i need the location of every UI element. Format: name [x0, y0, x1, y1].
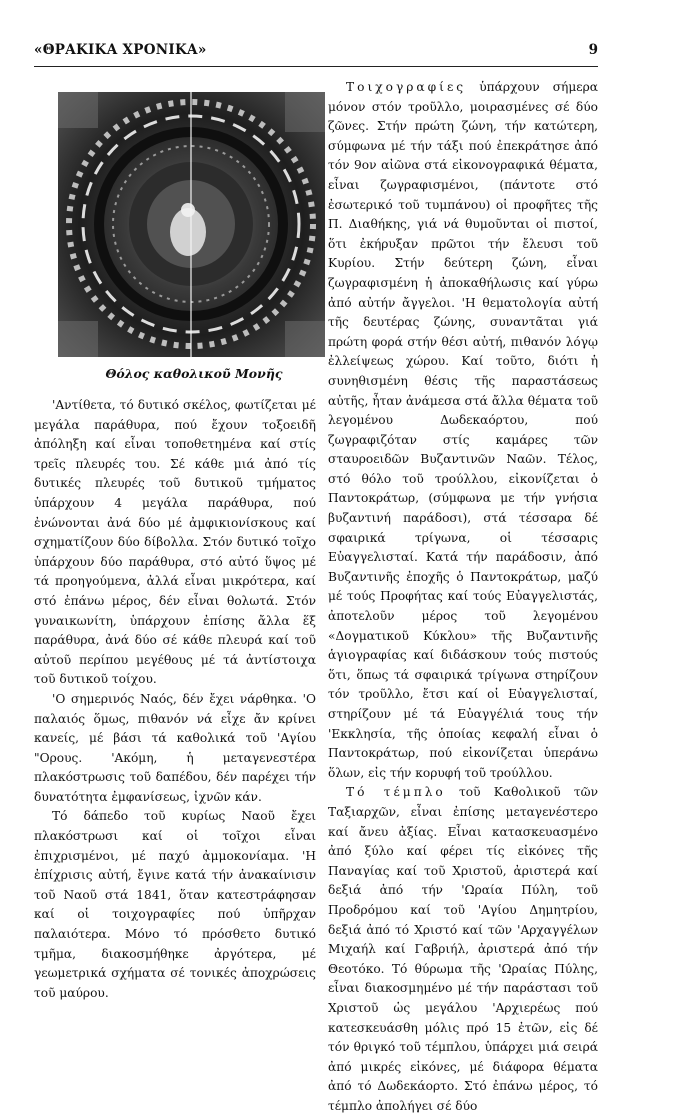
paragraph: [328, 78, 598, 783]
templon-text: τοῦ Καθολικοῦ τῶν Ταξιαρχῶν, εἶναι ἐπίσης μεταγενέστερο καί ἄνευ ἀξίας. Εἶναι κατασκευασμένο ἀπό ξύλο καί φέρει τίς εἰκόνες τῆς Παναγίας καί τοῦ Χριστοῦ, ἀριστερά καί δεξιά ἀπό τήν 'Ωραία Πύλη, τοῦ Προδρόμου καί τοῦ 'Αγίου Δημητρίου, δεξιά ἀπό τό Χριστό καί τῶν 'Αρχαγγέλων Μιχαήλ καί Γαβριήλ, ἀριστερά ἀπό τήν Θεοτόκο. Τό θύρωμα τῆς 'Ωραίας Πύλης, εἶναι διακοσμημένο μέ τήν παράστασι τοῦ Χριστοῦ ὡς μεγάλου 'Αρχιερέως πού κατεσκευάσθη μόλις πρό 15 ἐτῶν, εἰς δέ τόν θριγκό τοῦ τέμπλου, ὑπάρχει μιά σειρά ἀπό μικρές εἰκόνες, μέ διάφορα θέματα ἀπό τό Δωδεκάορτο. Στό ἐπάνω μέρος, τό τέμπλο ἀπολήγει σέ δύο: [328, 785, 599, 1113]
header-rule: [34, 66, 598, 67]
paragraph: Τό δάπεδο τοῦ κυρίως Ναοῦ ἔχει πλακόστρωσι καί οἱ τοῖχοι εἶναι ἐπιχρισμένοι, μέ παχύ ἀμμοκονίαμα. 'Η ἐπίχρισις αὐτή, ἔγινε κατά τήν ἀνακαίνισιν τοῦ Ναοῦ στά 1841, ὅταν κατεστράφησαν καί οἱ τοιχογραφίες πού ὑπῆρχαν παλαιότερα. Μόνο τό πρόσθετο δυτικό τμῆμα, διακοσμήθηκε ἀργότερα, μέ γεωμετρικά σχήματα σέ τονικές ἀποχρώσεις τοῦ μαύρου.: [34, 809, 316, 1000]
figure-caption: Θόλος καθολικοῦ Μονῆς: [105, 366, 283, 381]
frescoes-text: ὑπάρχουν σήμερα μόνον στόν τροῦλλο, μοιρασμένες σέ δύο ζῶνες. Στήν πρώτη ζώνη, τήν κατώτερη, σύμφωνα μέ τήν τάξι πού ἐπεκράτησε ἀπό τόν 9ον αἰῶνα στά εἰκονογραφικά θέματα, εἶναι ζωγραφισμένοι, (πάντοτε στό ἐσωτερικό τοῦ τυμπάνου) οἱ προφῆτες τῆς Π. Διαθήκης, γιά νά θυμοῦνται οἱ πιστοί, ὅτι ἐκήρυξαν πρῶτοι τήν ἔλευσι τοῦ Κυρίου. Στήν δεύτερη ζώνη, εἶναι ζωγραφισμένη ἡ ἀποκαθήλωσις καί γύρω ἀπό αὐτήν ἄγγελοι. 'Η θεματολογία αὐτή τῆς δευτέρας ζώνης, συναντᾶται γιά πρώτη φορά στήν θέσι αὐτή, πιθανόν λόγῳ ἐλλείψεως χώρου. Καί τοῦτο, διότι ἡ συνηθισμένη θέσις τῆς παραστάσεως αὐτῆς, ἦταν ἀνάμεσα στά ἄλλα θέματα τοῦ λεγομένου Δωδεκαόρτου, πού ζωγραφιζόταν στίς καμάρες τῶν σταυροειδῶν Βυζαντινῶν Ναῶν. Τέλος, στό θόλο τοῦ τρούλλου, εἰκονίζεται ὁ Παντοκράτωρ, (σύμφωνα με τήν γνήσια βυζαντινή παράδοσι), στά τέσσαρα δέ σφαιρικά τρίγωνα, οἱ τέσσαρις Εὐαγγελισταί. Κατά τήν παράδοσιν, ἀπό Βυζαντινῆς ἐποχῆς ὁ Παντοκράτωρ, μαζύ μέ τούς Προφήτας καί τούς Εὐαγγελιστάς, ἀποτελοῦν μέρος τοῦ λεγομένου «Δογματικοῦ Κύκλου» τῆς Βυζαντινῆς ἁγιογραφίας καί διδάσκουν τούς πιστούς ὅτι, ὅπως τά σφαιρικά τρίγωνα στηρίζουν τόν τροῦλλο, ἔτσι καί οἱ Εὐαγγελισταί, στηρίζουν μέ τά Εὐαγγέλιά τους τήν 'Εκκλησία, τῆς ὁποίας κεφαλή εἶναι ὁ Παντοκράτωρ, πού εἰκονίζεται ὑπεράνω ὅλων, εἰς τήν κορυφή τοῦ τρούλλου.: [328, 80, 598, 780]
running-header: [34, 42, 598, 64]
right-column: [328, 78, 598, 1116]
dome-photo-drawing: [58, 92, 325, 357]
paragraph: 'Ο σημερινός Ναός, δέν ἔχει νάρθηκα. 'Ο παλαιός ὅμως, πιθανόν νά εἶχε ἄν κρίνει κανείς, μέ βάσι τά καθολικά τοῦ 'Αγίου "Ορους. 'Ακόμη, ἡ μεταγενεστέρα πλακόστρωσις τοῦ δαπέδου, δέν παρέχει τήν δυνατότητα ἐμφανίσεως, ἰχνῶν κάν.: [34, 691, 316, 804]
templon-lead: Τό τέμπλο: [346, 785, 446, 800]
dome-photograph: [58, 92, 325, 357]
paragraph: [328, 783, 598, 1116]
journal-title: «ΘΡΑΚΙΚΑ ΧΡΟΝΙΚΑ»: [34, 42, 207, 58]
left-column: [34, 396, 316, 1003]
paragraph: 'Αντίθετα, τό δυτικό σκέλος, φωτίζεται μέ μεγάλα παράθυρα, πού ἔχουν τοξοειδῆ ἀπόληξη καί εἶναι τοποθετημένα καί στίς τρεῖς πλευρές του. Σέ κάθε μιά ἀπό τίς δυτικές πλευρές τοῦ δυτικοῦ τμήματος ὑπάρχουν 4 μεγάλα παράθυρα, πού ἐνώνονται ἀνά δύο μέ ἀμφικιονίσκους καί σχηματίζουν δύο δίβολλα. Στόν δυτικό τοῖχο ὑπάρχουν δύο παράθυρα, στό αὐτό ὕψος μέ τά προηγούμενα, ἀλλά εἶναι μικρότερα, καί στό ἐπάνω μέρος, δέν εἶναι θολωτά. Στόν γυναικωνίτη, ὑπάρχουν ἐπίσης ἄλλα ἕξ παράθυρα, ἀνά δύο σέ κάθε πλευρά καί τοῦ αὐτοῦ περίπου μεγέθους μέ τά ἀντίστοιχα τοῦ δυτικοῦ τοίχου.: [34, 398, 316, 687]
page-number: 9: [588, 42, 598, 58]
frescoes-lead: Τοιχογραφίες: [346, 80, 467, 94]
